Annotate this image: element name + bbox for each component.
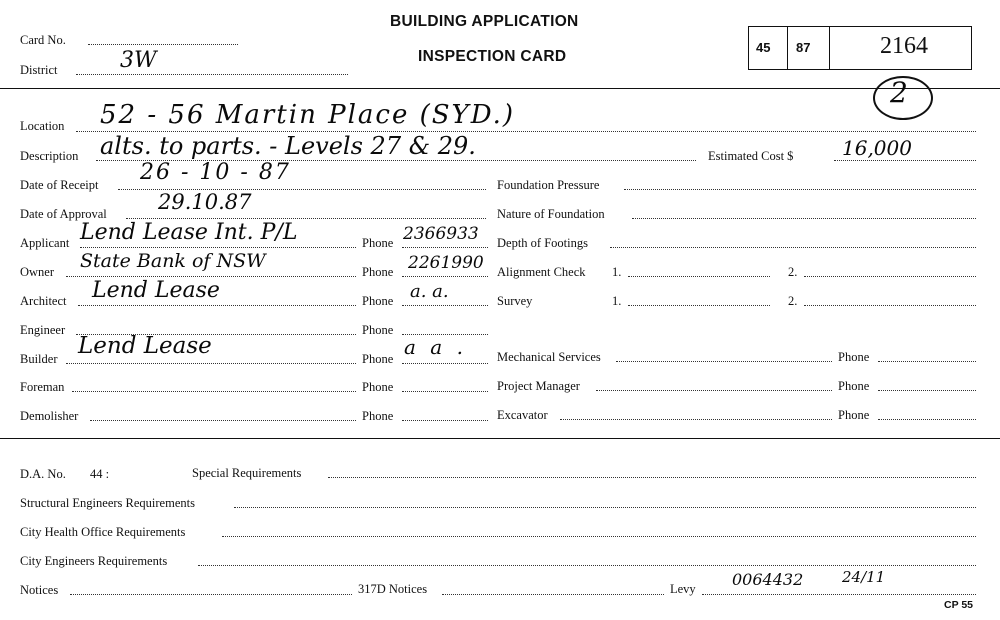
demolisher-phone-line: [402, 420, 488, 421]
date-approval-label: Date of Approval: [20, 207, 107, 221]
mechanical-label: Mechanical Services: [497, 350, 601, 364]
owner-value: State Bank of NSW: [80, 250, 266, 272]
foreman-phone-label: Phone: [362, 380, 394, 394]
levy-date: 24/11: [842, 568, 886, 586]
form-title: BUILDING APPLICATION: [390, 13, 579, 30]
excavator-phone-line: [878, 419, 976, 420]
special-req-line: [328, 477, 976, 478]
alignment-item-2: 2.: [788, 265, 798, 279]
location-value: 52 - 56 Martin Place (SYD.): [100, 100, 516, 130]
engineer-label: Engineer: [20, 323, 66, 337]
levy-label: Levy: [670, 582, 696, 596]
special-req-label: Special Requirements: [192, 466, 302, 480]
applicant-phone-line: [402, 247, 488, 248]
architect-phone: a. a.: [410, 281, 449, 302]
applicant-phone-label: Phone: [362, 236, 394, 250]
foundation-pressure-label: Foundation Pressure: [497, 178, 600, 192]
header-divider: [0, 88, 1000, 89]
location-label: Location: [20, 119, 65, 133]
builder-phone-label: Phone: [362, 352, 394, 366]
card-number: 2164: [880, 33, 928, 59]
engineer-phone-label: Phone: [362, 323, 394, 337]
da-no-value: 44 :: [90, 467, 110, 481]
notices-line: [70, 594, 352, 595]
builder-phone-line: [402, 363, 488, 364]
foreman-label: Foreman: [20, 380, 65, 394]
survey-label: Survey: [497, 294, 533, 308]
reference-box: [748, 26, 972, 70]
depth-footings-label: Depth of Footings: [497, 236, 588, 250]
foreman-phone-line: [402, 391, 488, 392]
demolisher-label: Demolisher: [20, 409, 79, 423]
alignment-item-1: 1.: [612, 265, 622, 279]
depth-footings-line: [610, 247, 976, 248]
demolisher-phone-label: Phone: [362, 409, 394, 423]
nature-foundation-label: Nature of Foundation: [497, 207, 605, 221]
date-approval-line: [126, 218, 486, 219]
excavator-line: [560, 419, 832, 420]
card-no-label: Card No.: [20, 33, 66, 47]
survey-line-1: [628, 305, 770, 306]
date-approval-value: 29.10.87: [158, 190, 252, 214]
district-value: 3W: [120, 48, 157, 73]
applicant-value: Lend Lease Int. P/L: [80, 220, 298, 245]
architect-label: Architect: [20, 294, 67, 308]
structural-label: Structural Engineers Requirements: [20, 496, 195, 510]
section-divider: [0, 438, 1000, 439]
applicant-line: [80, 247, 356, 248]
city-eng-label: City Engineers Requirements: [20, 554, 168, 568]
notices-317d-label: 317D Notices: [358, 582, 428, 596]
nature-foundation-line: [632, 218, 976, 219]
excavator-phone-label: Phone: [838, 408, 870, 422]
owner-phone-label: Phone: [362, 265, 394, 279]
description-value: alts. to parts. - Levels 27 & 29.: [100, 132, 476, 160]
survey-item-1: 1.: [612, 294, 622, 308]
city-eng-line: [198, 565, 976, 566]
excavator-label: Excavator: [497, 408, 548, 422]
architect-line: [78, 305, 356, 306]
date-receipt-value: 26 - 10 - 87: [140, 160, 291, 185]
notices-label: Notices: [20, 583, 59, 597]
applicant-phone: 2366933: [403, 224, 479, 244]
levy-line: [702, 594, 976, 595]
survey-line-2: [804, 305, 976, 306]
architect-phone-label: Phone: [362, 294, 394, 308]
da-no-label: D.A. No.: [20, 467, 66, 481]
demolisher-line: [90, 420, 356, 421]
circled-number: 2: [890, 76, 908, 109]
builder-value: Lend Lease: [78, 333, 212, 359]
levy-value: 0064432: [732, 570, 804, 589]
owner-label: Owner: [20, 265, 55, 279]
builder-line: [66, 363, 356, 364]
estimated-cost-label: Estimated Cost $: [708, 149, 794, 163]
project-manager-label: Project Manager: [497, 379, 580, 393]
project-manager-phone-label: Phone: [838, 379, 870, 393]
card-no-line: [88, 44, 238, 45]
owner-phone: 2261990: [408, 253, 484, 273]
alignment-line-2: [804, 276, 976, 277]
alignment-line-1: [628, 276, 770, 277]
date-receipt-label: Date of Receipt: [20, 178, 99, 192]
estimated-cost-value: 16,000: [842, 136, 912, 160]
builder-label: Builder: [20, 352, 58, 366]
architect-phone-line: [402, 305, 488, 306]
survey-item-2: 2.: [788, 294, 798, 308]
alignment-check-label: Alignment Check: [497, 265, 586, 279]
form-code: CP 55: [944, 599, 973, 611]
health-line: [222, 536, 976, 537]
mechanical-phone-line: [878, 361, 976, 362]
project-manager-line: [596, 390, 832, 391]
applicant-label: Applicant: [20, 236, 70, 250]
estimated-cost-line: [834, 160, 976, 161]
form-subtitle: INSPECTION CARD: [418, 48, 567, 65]
district-line: [76, 74, 348, 75]
foundation-pressure-line: [624, 189, 976, 190]
notices-317d-line: [442, 594, 664, 595]
foreman-line: [72, 391, 356, 392]
owner-phone-line: [402, 276, 488, 277]
structural-line: [234, 507, 976, 508]
project-manager-phone-line: [878, 390, 976, 391]
ref-box-a: 45: [756, 40, 771, 55]
owner-line: [66, 276, 356, 277]
mechanical-phone-label: Phone: [838, 350, 870, 364]
builder-phone: a a .: [404, 335, 467, 359]
health-label: City Health Office Requirements: [20, 525, 186, 539]
district-label: District: [20, 63, 58, 77]
ref-box-b: 87: [796, 40, 811, 55]
description-label: Description: [20, 149, 79, 163]
mechanical-line: [616, 361, 832, 362]
architect-value: Lend Lease: [92, 278, 220, 303]
